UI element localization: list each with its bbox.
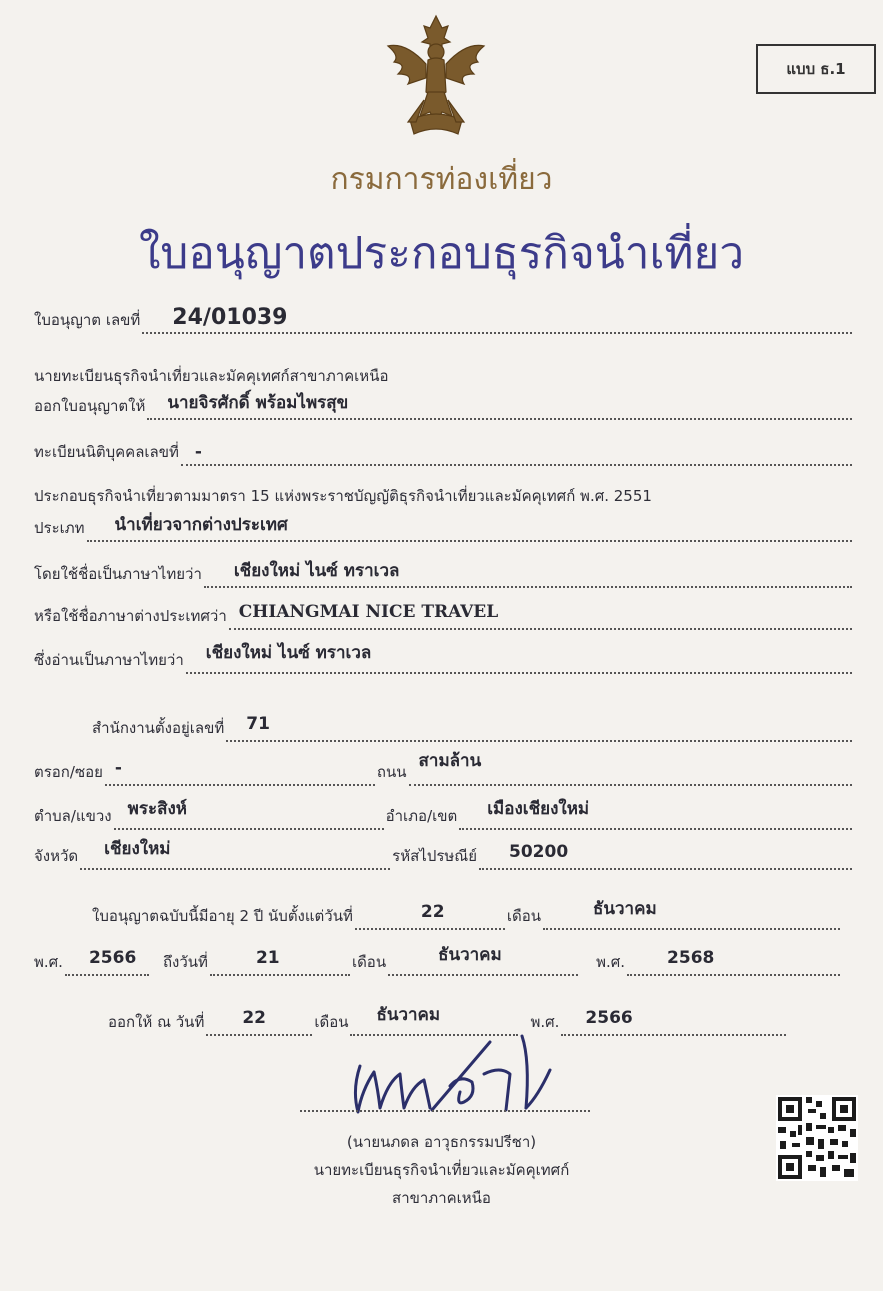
reading-value: เชียงใหม่ ไนซ์ ทราเวล — [205, 643, 372, 663]
document-title: ใบอนุญาตประกอบธุรกิจนำเที่ยว — [138, 228, 745, 279]
foreign-name-value: CHIANGMAI NICE TRAVEL — [238, 602, 499, 622]
juristic-row — [34, 436, 854, 466]
juristic-value: - — [194, 442, 202, 462]
office-no-field — [226, 710, 852, 742]
thai-name-label: โดยใช้ชื่อเป็นภาษาไทยว่า — [34, 565, 202, 583]
issuer-line: นายทะเบียนธุรกิจนำเที่ยวและมัคคุเทศก์สาขาภาคเหนือ — [34, 367, 389, 385]
alley-label: ตรอก/ซอย — [34, 763, 103, 781]
alley-road-row — [34, 751, 854, 786]
postcode-label: รหัสไปรษณีย์ — [392, 847, 477, 865]
issued-to-field — [147, 388, 852, 420]
period-row — [34, 946, 842, 976]
province-field — [80, 838, 390, 870]
issue-day-field — [206, 1004, 312, 1036]
signature-line — [300, 1110, 590, 1112]
end-month-value: ธันวาคม — [438, 945, 502, 965]
garuda-emblem-icon — [380, 12, 492, 142]
reading-row — [34, 644, 854, 674]
start-year-label: พ.ศ. — [34, 953, 63, 971]
issue-month-value: ธันวาคม — [376, 1005, 441, 1025]
start-month-value: ธันวาคม — [593, 899, 657, 919]
validity-label: ใบอนุญาตฉบับนี้มีอายุ 2 ปี นับตั้งแต่วันที่ — [92, 907, 353, 925]
signer-name: (นายนภดล อาวุธกรรมปรีชา) — [346, 1133, 537, 1151]
office-no-label: สำนักงานตั้งอยู่เลขที่ — [92, 719, 225, 737]
district-field — [459, 798, 852, 830]
end-day-field — [210, 944, 350, 976]
issued-to-row — [34, 390, 854, 420]
validity-row — [92, 900, 842, 930]
office-no-value: 71 — [246, 714, 270, 734]
province-value: เชียงใหม่ — [104, 839, 171, 859]
start-month-field — [543, 898, 840, 930]
district-value: เมืองเชียงใหม่ — [487, 799, 590, 819]
foreign-name-row — [34, 600, 854, 630]
issued-to-value: นายจิรศักดิ์ พร้อมไพรสุข — [167, 393, 349, 413]
thai-name-value: เชียงใหม่ ไนซ์ ทราเวล — [233, 561, 400, 581]
end-month-field — [388, 944, 578, 976]
form-code-box: แบบ ธ.1 — [756, 44, 876, 94]
subdistrict-value: พระสิงห์ — [127, 799, 187, 819]
alley-value: - — [114, 758, 122, 778]
postcode-field — [479, 838, 852, 870]
subdistrict-field — [114, 798, 384, 830]
subdistrict-label: ตำบล/แขวง — [34, 807, 112, 825]
statute-line: ประกอบธุรกิจนำเที่ยวตามมาตรา 15 แห่งพระราชบัญญัติธุรกิจนำเที่ยวและมัคคุเทศก์ พ.ศ. 2551 — [34, 487, 652, 505]
issue-year-field — [561, 1004, 786, 1036]
signature-icon — [300, 1030, 590, 1118]
start-day-field — [355, 898, 505, 930]
license-number-value: 24/01039 — [172, 305, 288, 330]
end-month-label: เดือน — [351, 953, 387, 971]
signer-branch: สาขาภาคเหนือ — [392, 1189, 491, 1207]
qr-code-icon — [776, 1095, 858, 1181]
foreign-name-field — [229, 598, 852, 630]
end-year-label: พ.ศ. — [596, 953, 626, 971]
end-day-value: 21 — [255, 948, 280, 968]
signer-title: นายทะเบียนธุรกิจนำเที่ยวและมัคคุเทศก์ — [313, 1161, 570, 1179]
postcode-value: 50200 — [509, 842, 569, 862]
start-year-field — [65, 944, 149, 976]
juristic-label: ทะเบียนนิติบุคคลเลขที่ — [34, 443, 179, 461]
reading-field — [186, 642, 852, 674]
department-name: กรมการท่องเที่ยว — [330, 162, 553, 197]
reading-label: ซึ่งอ่านเป็นภาษาไทยว่า — [34, 651, 184, 669]
license-number-label: ใบอนุญาต เลขที่ — [34, 311, 141, 329]
issue-year-label: พ.ศ. — [530, 1013, 560, 1031]
office-no-row — [92, 712, 854, 742]
issued-to-label: ออกใบอนุญาตให้ — [34, 397, 146, 415]
road-value: สามล้าน — [418, 751, 482, 771]
road-label: ถนน — [376, 763, 407, 781]
end-year-value: 2568 — [667, 948, 715, 968]
alley-field — [105, 754, 375, 786]
type-label: ประเภท — [34, 519, 85, 537]
foreign-name-label: หรือใช้ชื่อภาษาต่างประเทศว่า — [34, 607, 227, 625]
road-field — [409, 751, 852, 786]
thai-name-field — [204, 556, 852, 588]
license-number-row — [34, 304, 854, 334]
start-month-label: เดือน — [506, 907, 541, 925]
type-field — [87, 510, 852, 542]
start-day-value: 22 — [420, 902, 445, 922]
issue-year-value: 2566 — [585, 1008, 633, 1028]
juristic-field — [181, 434, 852, 466]
type-value: นำเที่ยวจากต่างประเทศ — [114, 515, 288, 535]
end-year-field — [627, 944, 840, 976]
type-row — [34, 512, 854, 542]
issue-day-value: 22 — [242, 1008, 266, 1028]
province-row — [34, 840, 854, 870]
district-label: อำเภอ/เขต — [385, 807, 458, 825]
issue-month-label: เดือน — [314, 1013, 349, 1031]
subdistrict-row — [34, 800, 854, 830]
license-number-field — [142, 302, 852, 334]
start-year-value: 2566 — [88, 948, 137, 968]
until-label: ถึงวันที่ — [162, 953, 208, 971]
thai-name-row — [34, 558, 854, 588]
issued-on-label: ออกให้ ณ วันที่ — [108, 1013, 205, 1031]
province-label: จังหวัด — [34, 847, 79, 865]
